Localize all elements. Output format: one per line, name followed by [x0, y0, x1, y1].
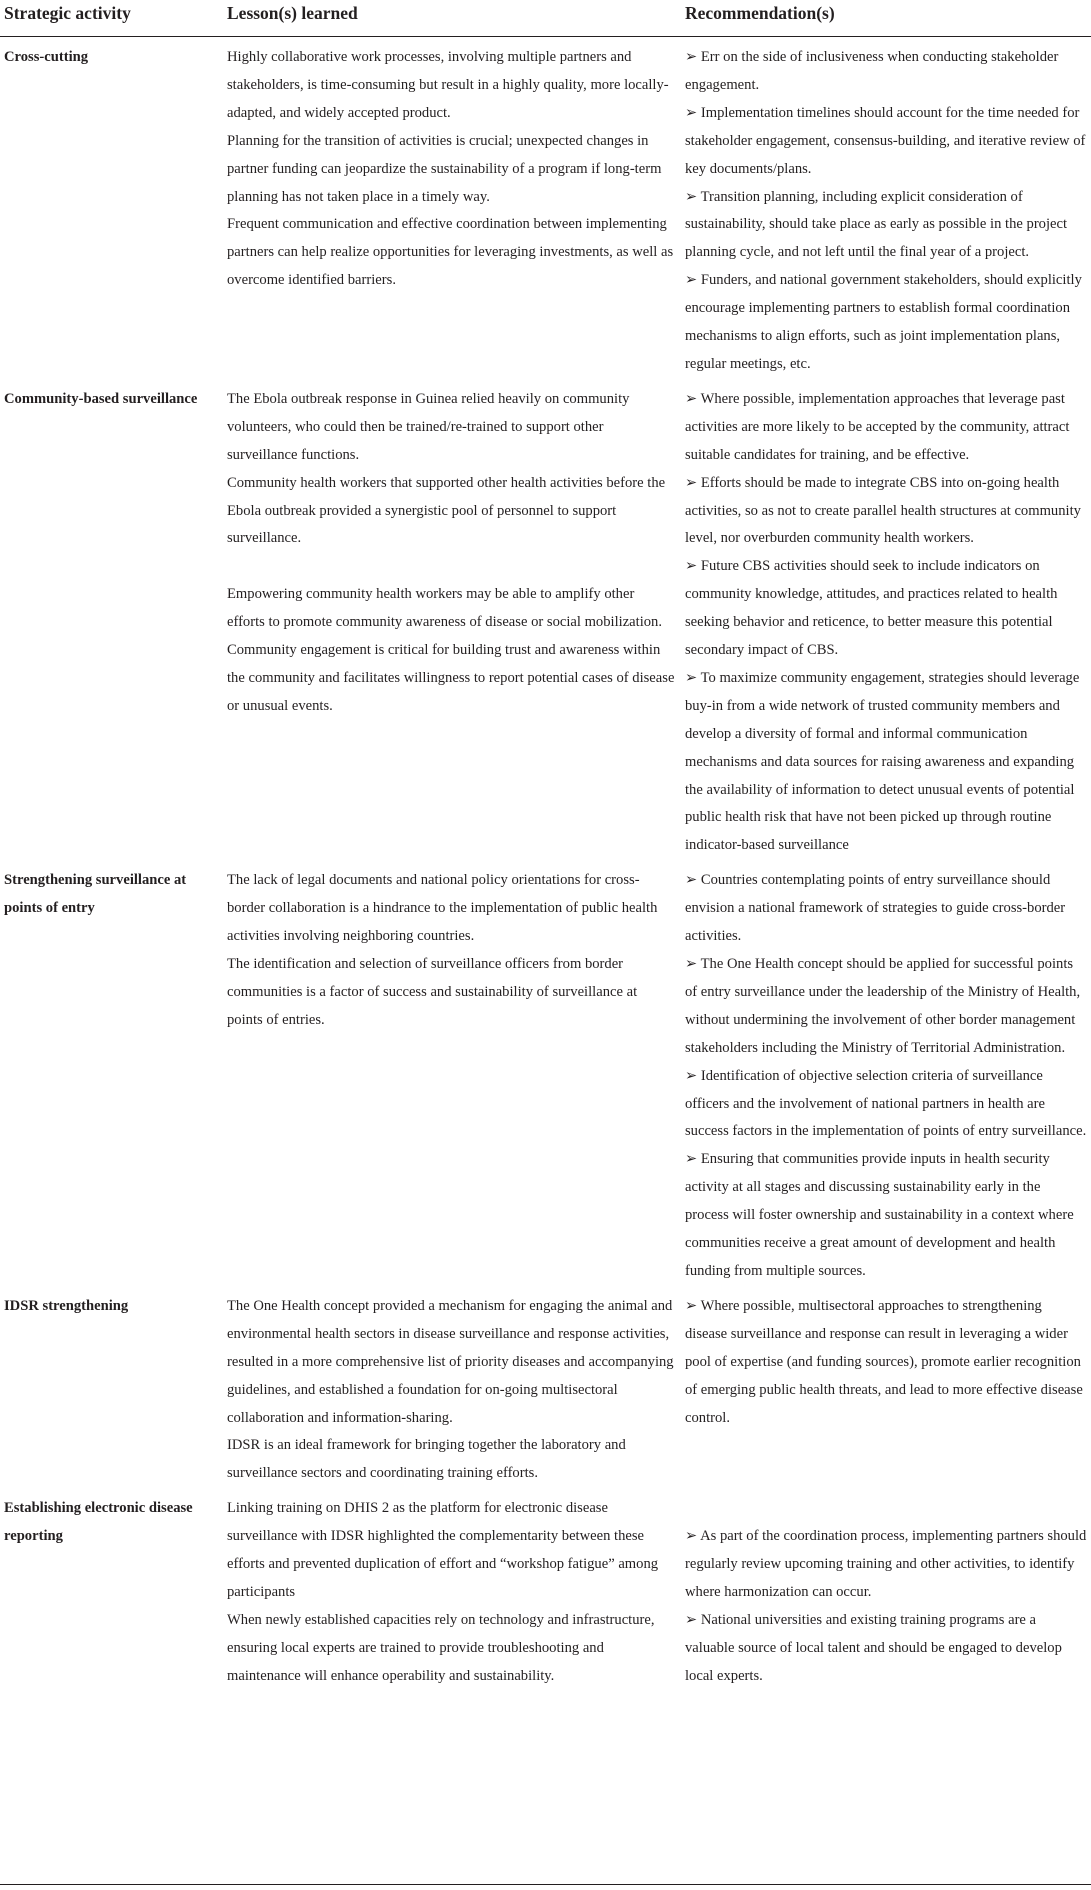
lesson-paragraph: Empowering community health workers may be able to amplify other efforts to promote community awareness of disease or social mobilization. [227, 586, 662, 631]
strategic-activity-cell: IDSR strengthening [4, 1297, 129, 1314]
recommendation-item: ➢ Funders, and national government stakeholders, should explicitly encourage implementing partners to establish formal coordination mechanisms to align efforts, such as joint implementation plans, regular meetings, etc. [685, 272, 1082, 372]
table-body [0, 37, 1091, 1691]
recommendation-item: ➢ Err on the side of inclusiveness when conducting stakeholder engagement. [685, 49, 1059, 93]
recommendation-item: ➢ Efforts should be made to integrate CBS into on-going health activities, so as not to create parallel health structures at community level, nor overburden community health workers. [685, 474, 1081, 547]
lesson-paragraph: IDSR is an ideal framework for bringing together the laboratory and surveillance sectors and coordinating training efforts. [227, 1437, 626, 1482]
recommendation-item: ➢ Countries contemplating points of entry surveillance should envision a national framework of strategies to guide cross-border activities. [685, 872, 1066, 945]
table-row [0, 860, 1091, 1286]
lesson-paragraph: Community health workers that supported other health activities before the Ebola outbreak provided a synergistic pool of personnel to support surveillance. [227, 474, 666, 547]
lesson-paragraph: Linking training on DHIS 2 as the platform for electronic disease surveillance with IDSR highlighted the complementarity between these efforts and prevented duplication of effort and “workshop fatigue” among participants [227, 1500, 659, 1600]
lesson-paragraph: Highly collaborative work processes, involving multiple partners and stakeholders, is time-consuming but result in a highly quality, more locally-adapted, and widely accepted product. [227, 49, 669, 121]
recommendations-cell [683, 1286, 1091, 1488]
lesson-paragraph: The lack of legal documents and national policy orientations for cross-border collaboration is a hindrance to the implementation of public health activities involving neighboring countries. [227, 872, 658, 945]
header-strategic-activity: Strategic activity [0, 0, 225, 37]
lesson-paragraph: Frequent communication and effective coordination between implementing partners can help realize opportunities for leveraging investments, as well as overcome identified barriers. [227, 216, 674, 289]
recommendation-item: ➢ Transition planning, including explicit consideration of sustainability, should take place as early as possible in the project planning cycle, and not left until the final year of a project. [685, 188, 1068, 261]
recommendation-item: ➢ Implementation timelines should account for the time needed for stakeholder engagement, consensus-building, and iterative review of key documents/plans. [685, 104, 1086, 177]
lesson-paragraph [227, 553, 675, 581]
recommendation-item: ➢ National universities and existing training programs are a valuable source of local talent and should be engaged to develop local experts. [685, 1611, 1062, 1684]
lesson-paragraph: The Ebola outbreak response in Guinea relied heavily on community volunteers, who could then be trained/re-trained to support other surveillance functions. [227, 390, 630, 463]
lesson-paragraph: The identification and selection of surveillance officers from border communities is a factor of success and sustainability of surveillance at points of entries. [227, 956, 638, 1028]
table-row [0, 379, 1091, 860]
lessons-learned-cell [225, 37, 683, 379]
header-lessons-learned: Lesson(s) learned [225, 0, 683, 37]
recommendation-item: ➢ The One Health concept should be applied for successful points of entry surveillance under the leadership of the Ministry of Health, without undermining the involvement of other border management stakeholders including the Ministry of Territorial Administration. [685, 956, 1081, 1056]
table-row [0, 1488, 1091, 1690]
recommendation-item: ➢ Where possible, implementation approaches that leverage past activities are more likely to be accepted by the community, attract suitable candidates for training, and be effective. [685, 390, 1070, 463]
recommendation-item: ➢ As part of the coordination process, implementing partners should regularly review upcoming training and other activities, to identify where harmonization can occur. [685, 1528, 1087, 1600]
lesson-paragraph: Planning for the transition of activities is crucial; unexpected changes in partner funding can jeopardize the sustainability of a program if long-term planning has not taken place in a timely way. [227, 132, 662, 205]
table-header-row [0, 0, 1091, 37]
lesson-paragraph: The One Health concept provided a mechanism for engaging the animal and environmental health sectors in disease surveillance and response activities, resulted in a more comprehensive list of priority diseases and accompanying guidelines, and established a foundation for on-going multisectoral collaboration and information-sharing. [227, 1297, 674, 1426]
table-row [0, 1286, 1091, 1488]
recommendation-item: ➢ Identification of objective selection criteria of surveillance officers and the involvement of national partners in health are success factors in the implementation of points of entry surveillance. [685, 1067, 1087, 1140]
recommendation-item: ➢ Where possible, multisectoral approaches to strengthening disease surveillance and response can result in leveraging a wider pool of expertise (and funding sources), promote earlier recognition of emerging public health threats, and lead to more effective disease control. [685, 1297, 1083, 1426]
lesson-paragraph: Community engagement is critical for building trust and awareness within the community and facilitates willingness to report potential cases of disease or unusual events. [227, 642, 675, 714]
recommendation-item: ➢ To maximize community engagement, strategies should leverage buy-in from a wide network of trusted community members and develop a diversity of formal and informal communication mechanisms and data sources for raising awareness and expanding the availability of information to detect unusual events of potential public health risk that have not been picked up through routine indicator-based surveillance [685, 669, 1080, 854]
table-row [0, 37, 1091, 379]
recommendations-cell [683, 1488, 1091, 1690]
header-recommendations: Recommendation(s) [683, 0, 1091, 37]
recommendations-cell [683, 379, 1091, 860]
strategic-activity-cell: Strengthening surveillance at points of entry [4, 872, 187, 917]
lessons-learned-cell [225, 860, 683, 1286]
lessons-learned-cell [225, 1488, 683, 1690]
recommendation-item: ➢ Ensuring that communities provide inputs in health security activity at all stages and discussing sustainability early in the process will foster ownership and sustainability in a context where communities receive a great amount of development and health funding from multiple sources. [685, 1151, 1074, 1279]
lessons-learned-cell [225, 379, 683, 860]
lessons-learned-cell [225, 1286, 683, 1488]
recommendation-item [685, 1495, 1087, 1523]
lesson-paragraph: When newly established capacities rely on technology and infrastructure, ensuring local experts are trained to provide troubleshooting and maintenance will enhance operability and sustainability. [227, 1611, 655, 1684]
strategic-activity-cell: Community-based surveillance [4, 390, 198, 407]
recommendations-cell [683, 37, 1091, 379]
strategic-activity-cell: Cross-cutting [4, 49, 89, 65]
recommendation-item: ➢ Future CBS activities should seek to include indicators on community knowledge, attitudes, and practices related to health seeking behavior and reticence, to better measure this potential secondary impact of CBS. [685, 558, 1058, 659]
strategic-activity-cell: Establishing electronic disease reporting [4, 1500, 193, 1545]
table-bottom-rule [0, 1884, 1091, 1885]
recommendations-cell [683, 860, 1091, 1286]
